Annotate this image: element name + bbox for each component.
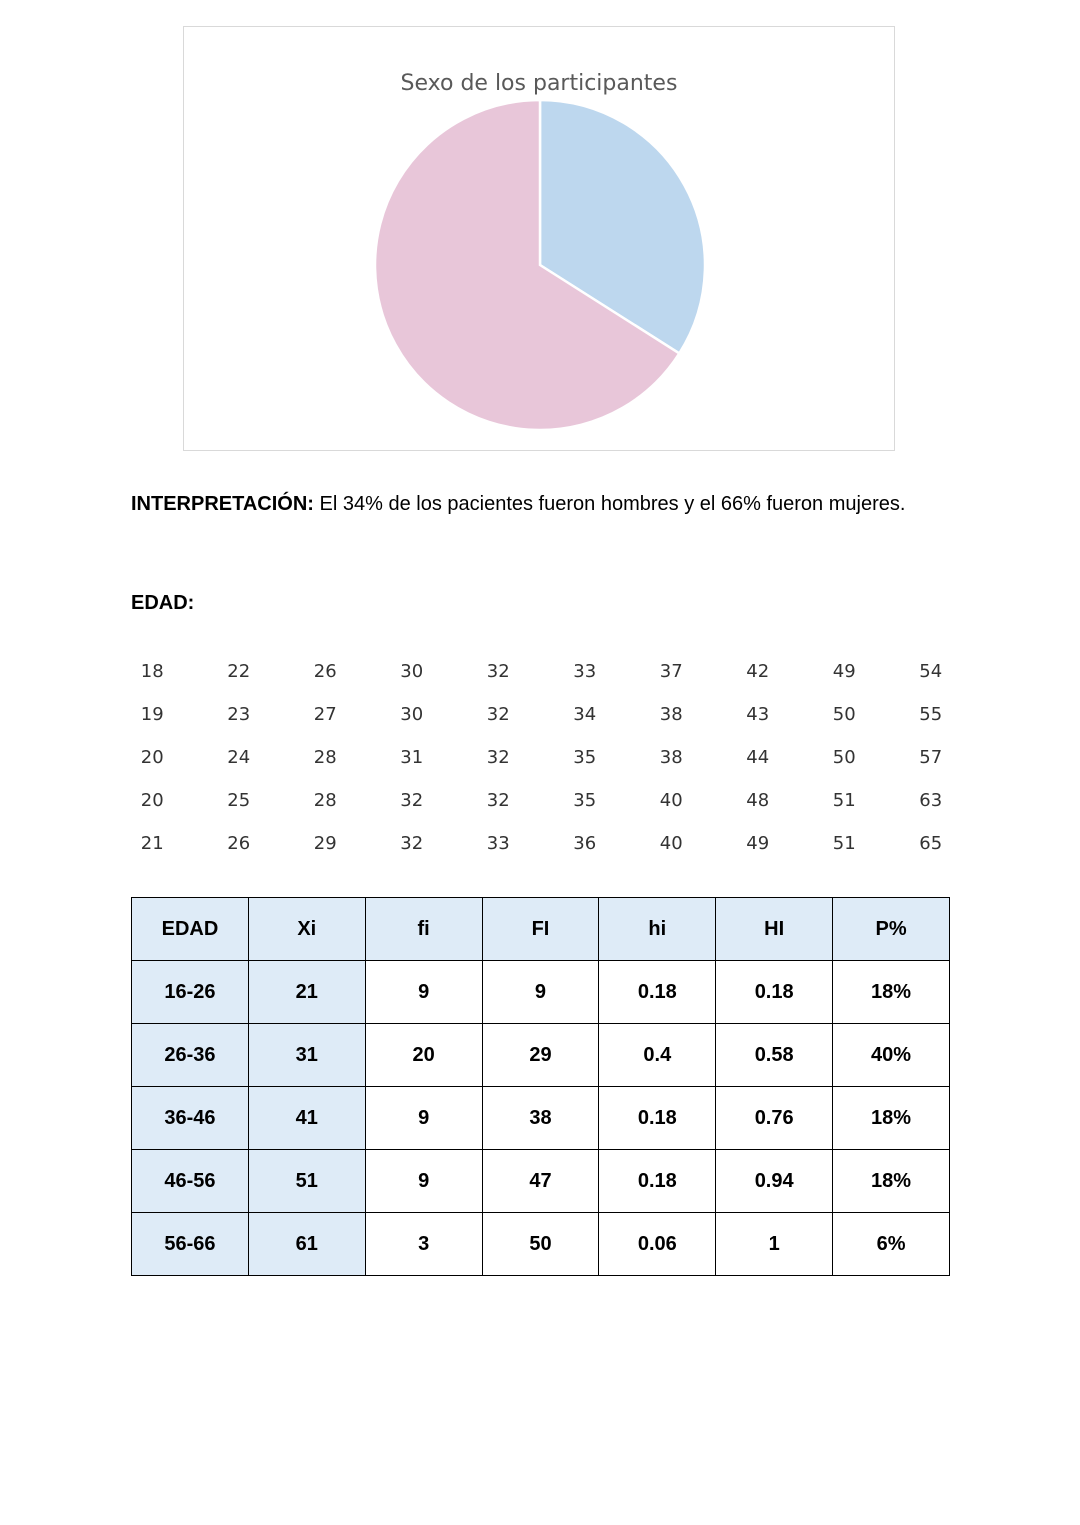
raw-age-value: 40 bbox=[659, 833, 683, 854]
raw-age-value: 51 bbox=[832, 833, 856, 854]
raw-age-value: 38 bbox=[659, 704, 683, 725]
raw-ages-row bbox=[109, 822, 974, 865]
raw-age-value: 34 bbox=[573, 704, 597, 725]
table-row bbox=[132, 1024, 950, 1087]
raw-age-value: 28 bbox=[313, 747, 337, 768]
table-cell: 31 bbox=[248, 1024, 365, 1087]
table-cell: 0.18 bbox=[599, 1087, 716, 1150]
interpretation-text: El 34% de los pacientes fueron hombres y el 66% fueron mujeres. bbox=[319, 493, 906, 515]
table-cell: 26-36 bbox=[132, 1024, 249, 1087]
raw-age-value: 50 bbox=[832, 704, 856, 725]
table-cell: 38 bbox=[482, 1087, 599, 1150]
table-cell: 0.18 bbox=[716, 961, 833, 1024]
table-cell: 0.58 bbox=[716, 1024, 833, 1087]
table-cell: 46-56 bbox=[132, 1150, 249, 1213]
table-row bbox=[132, 1150, 950, 1213]
raw-age-value: 20 bbox=[140, 790, 164, 811]
raw-ages-row bbox=[109, 779, 974, 822]
raw-age-value: 26 bbox=[227, 833, 251, 854]
column-header: fi bbox=[365, 898, 482, 961]
raw-age-value: 49 bbox=[746, 833, 770, 854]
table-cell: 18% bbox=[833, 1150, 950, 1213]
table-cell: 9 bbox=[365, 1087, 482, 1150]
frequency-table bbox=[131, 897, 950, 1276]
table-cell: 6% bbox=[833, 1213, 950, 1276]
raw-age-value: 32 bbox=[400, 833, 424, 854]
table-row bbox=[132, 1213, 950, 1276]
raw-age-value: 30 bbox=[400, 704, 424, 725]
table-cell: 21 bbox=[248, 961, 365, 1024]
raw-ages-row bbox=[109, 650, 974, 693]
table-cell: 18% bbox=[833, 961, 950, 1024]
raw-age-value: 35 bbox=[573, 790, 597, 811]
column-header: P% bbox=[833, 898, 950, 961]
raw-age-value: 25 bbox=[227, 790, 251, 811]
raw-age-value: 57 bbox=[919, 747, 943, 768]
raw-age-value: 18 bbox=[140, 661, 164, 682]
pie-chart-svg bbox=[184, 27, 894, 450]
column-header: FI bbox=[482, 898, 599, 961]
raw-age-value: 43 bbox=[746, 704, 770, 725]
table-cell: 50 bbox=[482, 1213, 599, 1276]
table-cell: 3 bbox=[365, 1213, 482, 1276]
table-cell: 36-46 bbox=[132, 1087, 249, 1150]
raw-age-value: 32 bbox=[486, 747, 510, 768]
raw-age-value: 32 bbox=[486, 661, 510, 682]
table-cell: 41 bbox=[248, 1087, 365, 1150]
raw-age-value: 23 bbox=[227, 704, 251, 725]
table-cell: 61 bbox=[248, 1213, 365, 1276]
table-cell: 18% bbox=[833, 1087, 950, 1150]
raw-age-value: 29 bbox=[313, 833, 337, 854]
table-cell: 9 bbox=[365, 961, 482, 1024]
raw-age-value: 48 bbox=[746, 790, 770, 811]
raw-age-value: 28 bbox=[313, 790, 337, 811]
raw-age-value: 31 bbox=[400, 747, 424, 768]
table-cell: 56-66 bbox=[132, 1213, 249, 1276]
raw-ages-grid bbox=[109, 650, 974, 865]
table-row bbox=[132, 961, 950, 1024]
raw-age-value: 32 bbox=[486, 790, 510, 811]
table-cell: 16-26 bbox=[132, 961, 249, 1024]
column-header: HI bbox=[716, 898, 833, 961]
table-cell: 0.06 bbox=[599, 1213, 716, 1276]
table-cell: 0.94 bbox=[716, 1150, 833, 1213]
pie-chart bbox=[183, 26, 895, 451]
raw-age-value: 32 bbox=[400, 790, 424, 811]
raw-age-value: 27 bbox=[313, 704, 337, 725]
edad-heading: EDAD: bbox=[131, 592, 195, 614]
raw-age-value: 20 bbox=[140, 747, 164, 768]
raw-age-value: 50 bbox=[832, 747, 856, 768]
table-cell: 51 bbox=[248, 1150, 365, 1213]
raw-age-value: 42 bbox=[746, 661, 770, 682]
table-cell: 20 bbox=[365, 1024, 482, 1087]
table-cell: 40% bbox=[833, 1024, 950, 1087]
table-cell: 47 bbox=[482, 1150, 599, 1213]
raw-age-value: 37 bbox=[659, 661, 683, 682]
table-cell: 0.18 bbox=[599, 1150, 716, 1213]
raw-age-value: 30 bbox=[400, 661, 424, 682]
raw-age-value: 22 bbox=[227, 661, 251, 682]
raw-age-value: 32 bbox=[486, 704, 510, 725]
table-cell: 0.76 bbox=[716, 1087, 833, 1150]
raw-age-value: 33 bbox=[486, 833, 510, 854]
table-cell: 0.18 bbox=[599, 961, 716, 1024]
interpretation-paragraph bbox=[131, 485, 931, 524]
raw-age-value: 21 bbox=[140, 833, 164, 854]
raw-age-value: 49 bbox=[832, 661, 856, 682]
frequency-table-header-row bbox=[132, 898, 950, 961]
raw-age-value: 51 bbox=[832, 790, 856, 811]
raw-age-value: 40 bbox=[659, 790, 683, 811]
raw-ages-row bbox=[109, 693, 974, 736]
raw-age-value: 33 bbox=[573, 661, 597, 682]
table-cell: 1 bbox=[716, 1213, 833, 1276]
raw-age-value: 54 bbox=[919, 661, 943, 682]
column-header: Xi bbox=[248, 898, 365, 961]
chart-title: Sexo de los participantes bbox=[400, 71, 678, 96]
table-cell: 29 bbox=[482, 1024, 599, 1087]
raw-age-value: 24 bbox=[227, 747, 251, 768]
raw-age-value: 63 bbox=[919, 790, 943, 811]
raw-age-value: 26 bbox=[313, 661, 337, 682]
table-cell: 0.4 bbox=[599, 1024, 716, 1087]
raw-age-value: 44 bbox=[746, 747, 770, 768]
table-row bbox=[132, 1087, 950, 1150]
raw-age-value: 19 bbox=[140, 704, 164, 725]
column-header: EDAD bbox=[132, 898, 249, 961]
table-cell: 9 bbox=[365, 1150, 482, 1213]
interpretation-label: INTERPRETACIÓN: bbox=[131, 493, 314, 515]
raw-age-value: 36 bbox=[573, 833, 597, 854]
raw-age-value: 38 bbox=[659, 747, 683, 768]
table-cell: 9 bbox=[482, 961, 599, 1024]
column-header: hi bbox=[599, 898, 716, 961]
raw-age-value: 65 bbox=[919, 833, 943, 854]
raw-age-value: 55 bbox=[919, 704, 943, 725]
raw-ages-row bbox=[109, 736, 974, 779]
raw-age-value: 35 bbox=[573, 747, 597, 768]
